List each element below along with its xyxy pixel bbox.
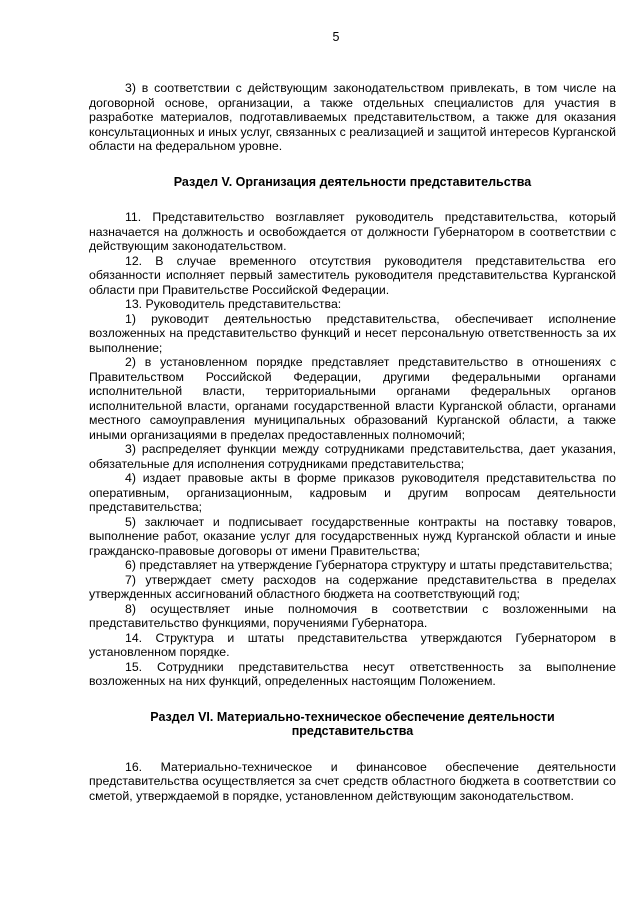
paragraph: 3) распределяет функции между сотрудниками представительства, дает указания, обязательные для исполнения сотрудниками представительства; [89,442,616,471]
paragraph: 6) представляет на утверждение Губернатора структуру и штаты представительства; [125,558,613,572]
paragraph: 3) в соответствии с действующим законодательством привлекать, в том числе на договорной основе, организации, а также отдельных специалистов для участия в разработке материалов, подготавливаемых представительством, а также для оказания консультационных и иных услуг, связанных с реализацией и защитой интересов Курганской области на федеральном уровне. [89,81,616,153]
section-heading-5: Раздел V. Организация деятельности представительства [173,174,532,189]
paragraph: 2) в установленном порядке представляет представительство в отношениях с Правительством Российской Федерации, другими федеральными органами исполнительной власти, территориальными органами федеральных органов исполнительной власти, органами государственной власти Курганской области, органами местного самоуправления муниципальных образований Курганской области, а также иными организациями в пределах предоставленных полномочий; [89,355,616,442]
section-heading-6-line2: представительства [291,724,414,738]
section-heading-6 [89,710,616,739]
paragraph: 4) издает правовые акты в форме приказов руководителя представительства по оперативным, организационным, кадровым и другим вопросам деятельности представительства; [89,471,616,514]
paragraph: 16. Материально-техническое и финансовое обеспечение деятельности представительства осуществляется за счет средств областного бюджета в соответствии со сметой, утверждаемой в порядке, установленном действующим законодательством. [89,759,616,803]
section-heading-6-line1: Раздел VI. Материально-техническое обеспечение деятельности [150,709,555,724]
paragraph: 11. Представительство возглавляет руководитель представительства, который назначается на должность и освобождается от должности Губернатором в соответствии с действующим законодательством. [89,210,616,253]
document-body [89,81,616,803]
paragraph: 15. Сотрудники представительства несут ответственность за выполнение возложенных на них функций, определенных настоящим Положением. [89,659,616,688]
paragraph: 13. Руководитель представительства: [125,297,342,311]
paragraph: 14. Структура и штаты представительства утверждаются Губернатором в установленном порядке. [89,630,616,659]
paragraph: 12. В случае временного отсутствия руководителя представительства его обязанности исполняет первый заместитель руководителя представительства Курганской области при Правительстве Российской Федерации. [89,253,616,297]
page-number: 5 [332,30,340,44]
paragraph: 8) осуществляет иные полномочия в соответствии с возложенными на представительство функциями, поручениями Губернатора. [89,601,616,630]
paragraph: 1) руководит деятельностью представительства, обеспечивает исполнение возложенных на представительство функций и несет персональную ответственность за их выполнение; [89,311,616,355]
paragraph: 7) утверждает смету расходов на содержание представительства в пределах утвержденных ассигнований областного бюджета на соответствующий год; [89,572,616,601]
paragraph: 5) заключает и подписывает государственные контракты на поставку товаров, выполнение работ, оказание услуг для государственных нужд Курганской области и иные гражданско-правовые договоры от имени Правительства; [89,514,616,558]
